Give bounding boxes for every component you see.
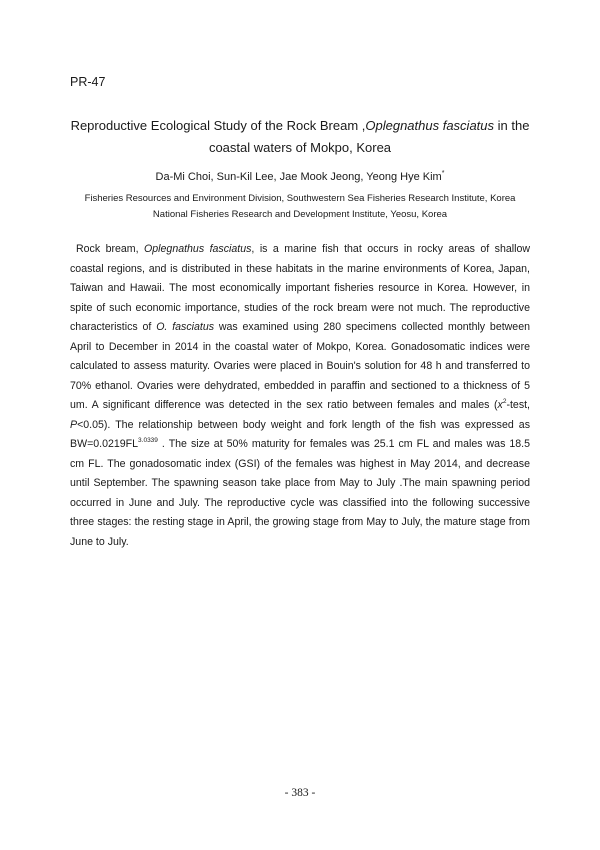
affiliation-1: Fisheries Resources and Environment Division, Southwestern Sea Fisheries Research Institute, Korea: [84, 193, 516, 204]
author-names: Da-Mi Choi, Sun-Kil Lee, Jae Mook Jeong, Yeong Hye Kim: [155, 171, 442, 183]
title-text-1: Reproductive Ecological Study of the Rock Bream ,: [70, 118, 366, 133]
title-line-2: coastal waters of Mokpo, Korea: [208, 140, 392, 155]
affiliation-2: National Fisheries Research and Development Institute, Yeosu, Korea: [152, 209, 448, 220]
abstract-body: [70, 240, 530, 552]
presentation-code: PR-47: [70, 75, 106, 89]
chi-symbol: x: [497, 399, 503, 411]
chi-exponent: 2: [502, 398, 507, 405]
abstract-text: , is a marine fish that occurs in rocky areas of shallow coastal regions, and is distributed in these habitats in the marine environments of Korea, Japan, Taiwan and Hawaii. The most economically important fisheries resource in Korea. However, in spite of such economic importance, studies of the rock bream were not much. The reproductive characteristics of: [70, 243, 530, 333]
corresponding-author-mark: *: [441, 170, 445, 177]
p-value-symbol: P: [70, 418, 78, 431]
abstract-paragraph: [70, 240, 530, 552]
paper-title: [60, 115, 540, 159]
page-number: - 383 -: [284, 787, 316, 799]
abstract-text: was examined using 280 specimens collected monthly between April to December in 2014 in the coastal water of Mokpo, Korea. Gonadosomatic indices were calculated to assess maturity. Ovaries were placed in Bouin's solution for 48 h and transferred to 70% ethanol. Ovaries were dehydrated, embedded in paraffin and sectioned to a thickness of 5 um. A significant difference was detected in the sex ratio between females and males (: [70, 321, 530, 411]
bw-exponent: 3.0339: [138, 437, 158, 444]
species-name: Oplegnathus fasciatus: [144, 243, 252, 255]
abstract-text: -test,: [506, 399, 530, 411]
title-text-2: in the: [494, 118, 530, 133]
abstract-text: <0.05). The relationship between body weight and fork length of the fish was expressed as BW=0.0219FL: [70, 418, 530, 450]
author-list: [60, 170, 540, 183]
species-abbrev: O. fasciatus: [156, 321, 215, 333]
title-species: Oplegnathus fasciatus: [365, 118, 495, 133]
abstract-text: . The size at 50% maturity for females was 25.1 cm FL and males was 18.5 cm FL. The gonadosomatic index (GSI) of the females was highest in May 2014, and decrease until September. The spawning season take place from May to July .The main spawning period occurred in June and July. The reproductive cycle was classified into the following successive three stages: the resting stage in April, the growing stage from May to July, the mature stage from June to July.: [70, 438, 530, 548]
abstract-text: Rock bream,: [76, 243, 145, 255]
